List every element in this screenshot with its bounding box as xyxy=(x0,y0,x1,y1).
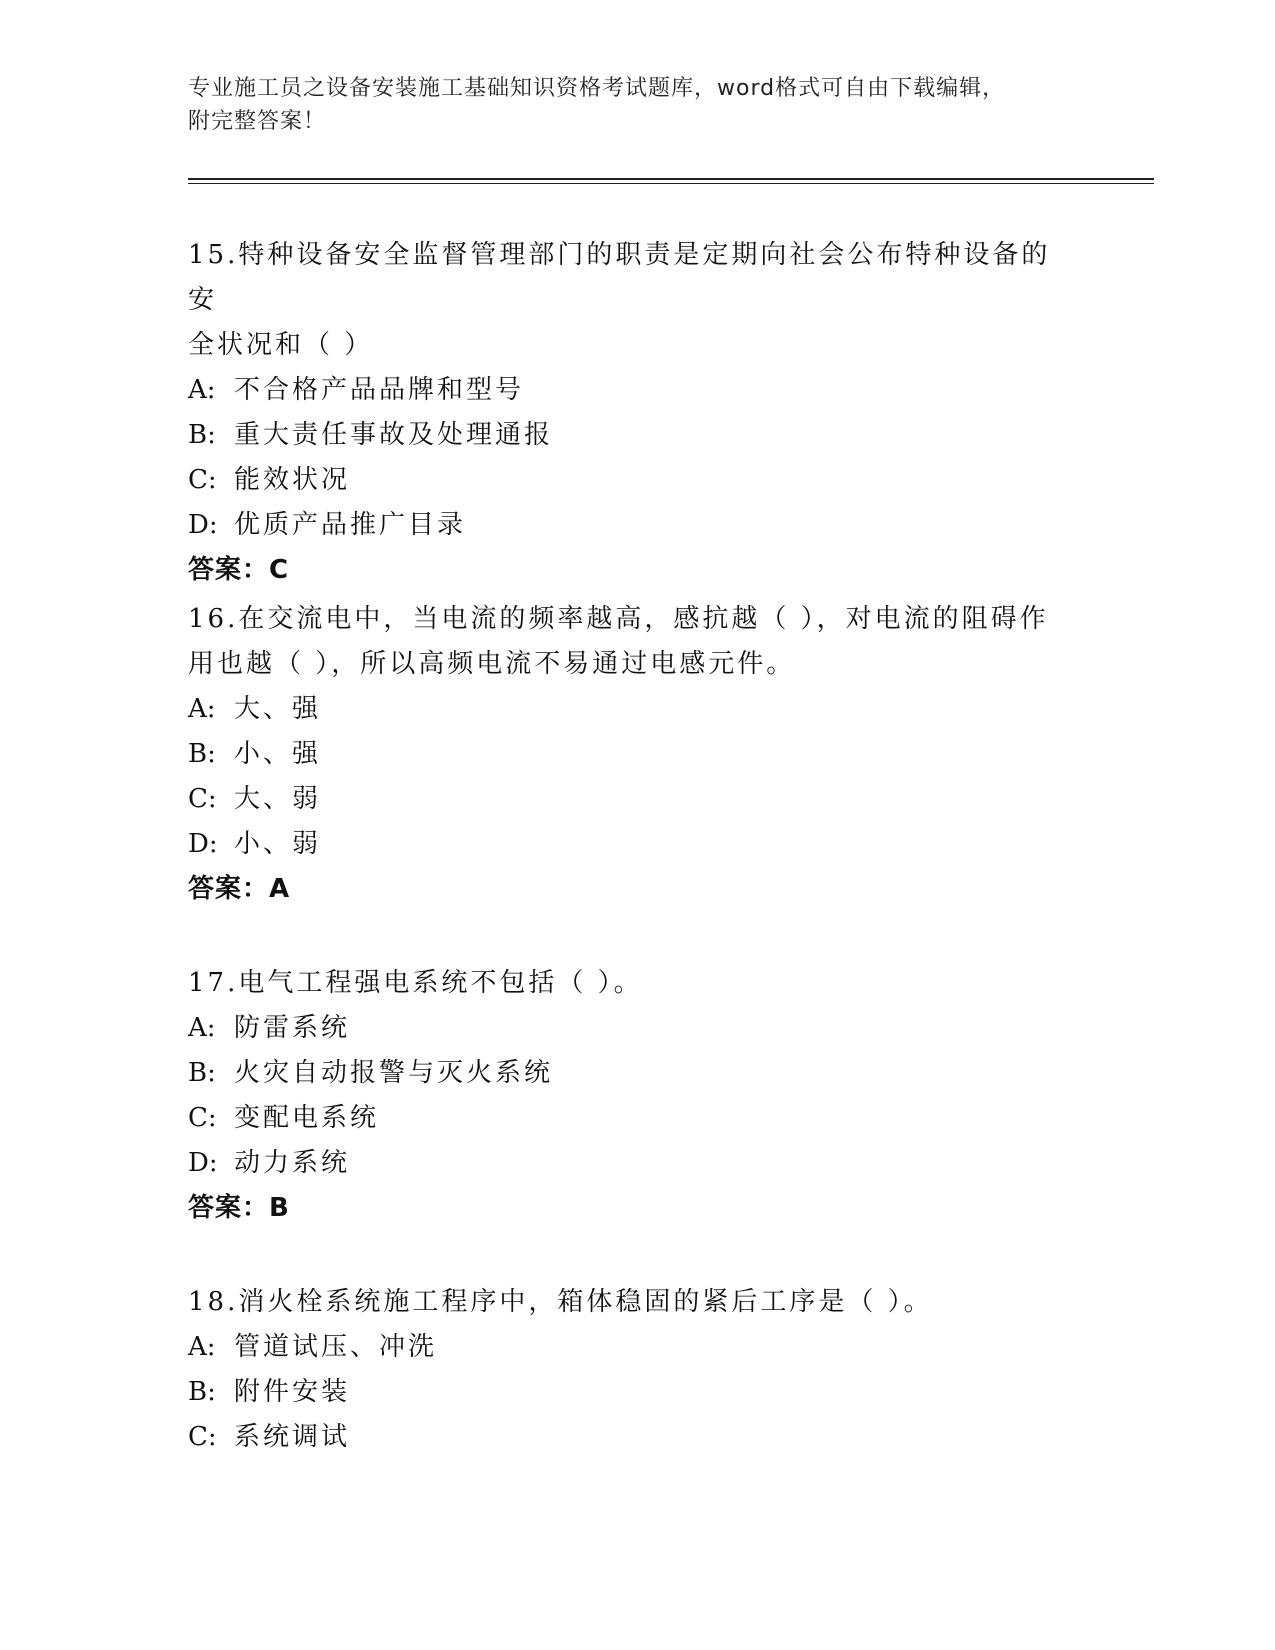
question-stem: 18.消火栓系统施工程序中，箱体稳固的紧后工序是（ ）。 xyxy=(188,1287,933,1317)
option-letter: D: xyxy=(188,510,218,540)
option-c xyxy=(188,1415,1068,1460)
option-a xyxy=(188,1325,1068,1370)
option-a xyxy=(188,687,1068,732)
option-d xyxy=(188,503,1068,548)
option-letter: C: xyxy=(188,1422,217,1452)
option-letter: C: xyxy=(188,1103,217,1133)
option-letter: B: xyxy=(188,1058,216,1088)
option-letter: B: xyxy=(188,739,216,769)
answer: 答案：A xyxy=(188,874,291,904)
option-text: 重大责任事故及处理通报 xyxy=(234,420,554,450)
option-a xyxy=(188,368,1068,413)
answer: 答案：C xyxy=(188,555,290,585)
question-16 xyxy=(188,597,1068,912)
option-text: 变配电系统 xyxy=(234,1103,380,1133)
document-header xyxy=(188,72,1088,138)
option-letter: D: xyxy=(188,1148,218,1178)
question-15 xyxy=(188,233,1068,593)
option-text: 动力系统 xyxy=(234,1148,351,1178)
option-text: 附件安装 xyxy=(234,1377,351,1407)
option-text: 防雷系统 xyxy=(234,1013,351,1043)
option-text: 小、弱 xyxy=(234,829,322,859)
option-d xyxy=(188,1141,1068,1186)
option-letter: B: xyxy=(188,420,216,450)
option-text: 大、强 xyxy=(234,694,322,724)
option-c xyxy=(188,1096,1068,1141)
answer: 答案：B xyxy=(188,1193,290,1223)
option-text: 能效状况 xyxy=(234,465,351,495)
question-stem-continued: 全状况和（ ） xyxy=(188,330,374,360)
option-letter: A: xyxy=(188,694,216,724)
question-stem: 15.特种设备安全监督管理部门的职责是定期向社会公布特种设备的安 xyxy=(188,240,1051,315)
option-b xyxy=(188,413,1068,458)
question-17 xyxy=(188,961,1068,1231)
option-b xyxy=(188,732,1068,777)
header-divider xyxy=(188,178,1154,184)
option-b xyxy=(188,1370,1068,1415)
question-stem-continued: 用也越（ ），所以高频电流不易通过电感元件。 xyxy=(188,649,796,679)
option-letter: A: xyxy=(188,375,216,405)
question-stem: 17.电气工程强电系统不包括（ ）。 xyxy=(188,968,643,998)
option-d xyxy=(188,822,1068,867)
option-text: 优质产品推广目录 xyxy=(234,510,467,540)
option-letter: C: xyxy=(188,465,217,495)
option-text: 大、弱 xyxy=(234,784,322,814)
header-line-2: 附完整答案！ xyxy=(188,109,327,134)
option-c xyxy=(188,458,1068,503)
option-b xyxy=(188,1051,1068,1096)
option-letter: B: xyxy=(188,1377,216,1407)
question-stem: 16.在交流电中，当电流的频率越高，感抗越（ ），对电流的阻碍作 xyxy=(188,604,1049,634)
option-letter: A: xyxy=(188,1332,216,1362)
question-18 xyxy=(188,1280,1068,1460)
option-letter: A: xyxy=(188,1013,216,1043)
header-line-1: 专业施工员之设备安装施工基础知识资格考试题库，word格式可自由下载编辑， xyxy=(188,76,1006,101)
option-a xyxy=(188,1006,1068,1051)
option-text: 小、强 xyxy=(234,739,322,769)
option-text: 系统调试 xyxy=(234,1422,351,1452)
option-text: 火灾自动报警与灭火系统 xyxy=(234,1058,554,1088)
option-letter: D: xyxy=(188,829,218,859)
option-text: 不合格产品品牌和型号 xyxy=(234,375,525,405)
option-letter: C: xyxy=(188,784,217,814)
option-text: 管道试压、冲洗 xyxy=(234,1332,438,1362)
option-c xyxy=(188,777,1068,822)
